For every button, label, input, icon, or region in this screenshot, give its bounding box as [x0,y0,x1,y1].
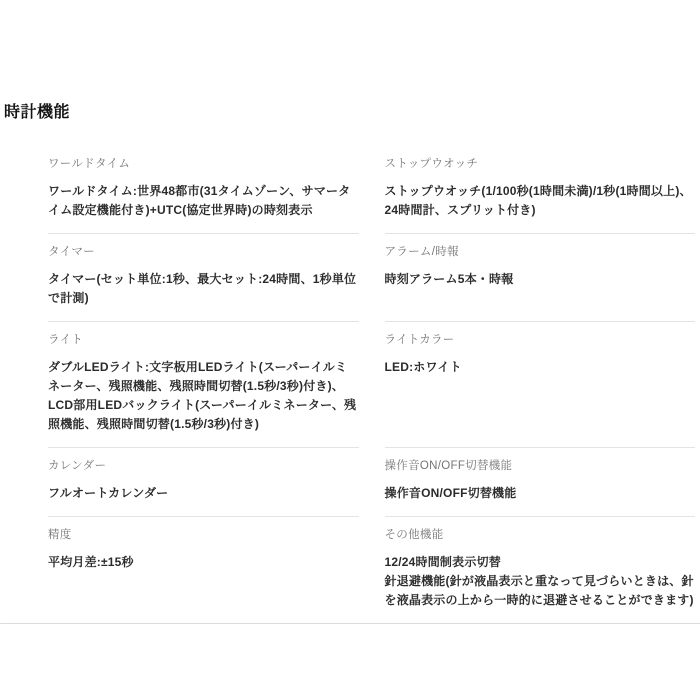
spec-label: 精度 [48,529,72,541]
spec-value: ダブルLEDライト:文字板用LEDライト(スーパーイルミネーター、残照機能、残照時間切替(1.5秒/3秒)付き)、LCD部用LEDバックライト(スーパーイルミネーター、残照機能、残照時間切替(1.5秒/3秒)付き) [48,360,357,431]
spec-cell-alarm [385,233,696,321]
section-title: 時計機能 [4,104,71,121]
spec-label: アラーム/時報 [384,246,459,258]
spec-cell-timer [48,233,359,321]
spec-value: タイマー(セット単位:1秒、最大セット:24時間、1秒単位で計測) [48,272,357,305]
spec-value: 平均月差:±15秒 [48,555,134,569]
spec-value: LED:ホワイト [384,360,462,374]
spec-cell-stopwatch [385,146,696,233]
spec-value-line: 針退避機能(針が液晶表示と重なって見づらいときは、針を液晶表示の上から一時的に退避させることができます) [384,574,694,607]
spec-value: 操作音ON/OFF切替機能 [384,486,517,500]
spec-cell-light-color [385,321,696,447]
spec-label: カレンダー [48,460,107,472]
spec-label: ライトカラー [384,334,455,346]
spec-cell-light [48,321,359,447]
spec-cell-accuracy [48,516,359,623]
spec-value: フルオートカレンダー [48,486,169,500]
section-bottom-divider [0,623,700,624]
spec-cell-other-functions [385,516,696,623]
spec-value: ストップウオッチ(1/100秒(1時間未満)/1秒(1時間以上)、24時間計、スプリット付き) [384,184,692,217]
spec-value: 時刻アラーム5本・時報 [384,272,514,286]
spec-grid [48,146,695,623]
spec-cell-calendar [48,447,359,516]
spec-cell-operation-sound [385,447,696,516]
spec-label: 操作音ON/OFF切替機能 [384,460,513,472]
spec-label: その他機能 [384,529,444,541]
spec-value [385,553,696,610]
spec-cell-world-time [48,146,359,233]
spec-label: ストップウオッチ [384,158,479,170]
spec-label: ワールドタイム [48,158,131,170]
spec-label: ライト [48,334,84,346]
spec-value-line: 12/24時間制表示切替 [384,555,501,569]
spec-value: ワールドタイム:世界48都市(31タイムゾーン、サマータイム設定機能付き)+UTC(協定世界時)の時刻表示 [48,184,351,217]
spec-label: タイマー [48,246,95,258]
